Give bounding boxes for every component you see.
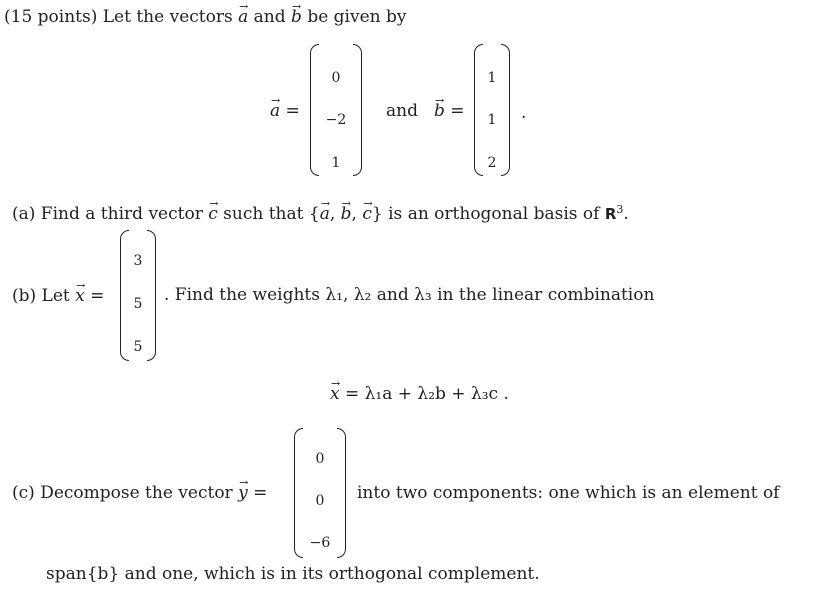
vector-a-entry-1: 0 [331,70,341,86]
linear-combination-equation [330,384,509,404]
part-c-prefix-line [12,483,267,503]
vec-a-equals: = [285,101,300,121]
vec-y-symbol: → y [238,483,248,503]
part-c-prefix: (c) Decompose the vector [12,483,233,503]
part-c-text-next: span{b} and one, which is in its orthogonal complement. [46,564,540,584]
vector-x-matrix [120,230,156,361]
vec-a-name: → a [270,101,280,121]
vector-y-entry-3: −6 [309,535,331,551]
header-text: (15 points) Let the vectors [4,7,233,27]
vec-b-equals: = [450,101,465,121]
vec-c-symbol: → c [208,204,218,224]
part-a-prefix: (a) Find a third vector [12,204,203,224]
vector-x-entry-2: 5 [133,296,143,312]
part-b-text: . Find the weights λ₁, λ₂ and λ₃ in the linear combination [164,285,655,305]
vector-a-matrix [310,44,362,176]
definition-period: . [521,103,527,123]
part-c-equals: = [253,483,268,503]
problem-header [4,7,407,27]
vector-b-entry-2: 1 [487,112,497,128]
part-a-tail: is an orthogonal basis of [388,204,600,224]
real-space-symbol: R [604,205,617,223]
vector-b-entry-3: 2 [487,155,497,171]
part-b-prefix: (b) Let [12,286,70,306]
part-a-end: . [623,204,629,224]
vec-x-symbol: → x [75,286,85,306]
part-b-prefix-line [12,286,104,306]
part-a [12,200,629,224]
vec-b-lhs [434,101,465,121]
equation-rhs: = λ₁a + λ₂b + λ₃c . [345,384,509,404]
vec-a-symbol: → a [238,7,248,27]
vector-a-entry-2: −2 [325,112,347,128]
vector-x-entry-3: 5 [133,339,143,355]
basis-set: {→ a, → b, → c} [309,204,383,224]
vector-b-matrix [474,44,510,176]
header-and: and [253,7,286,27]
vector-y-entry-2: 0 [315,493,325,509]
part-c-text-right: into two components: one which is an element of [357,483,780,503]
vector-x-entry-1: 3 [133,253,143,269]
part-b-equals: = [90,286,105,306]
vec-a-lhs [270,101,300,121]
vec-b-symbol: → b [291,7,302,27]
real-space-power: 3 [616,203,624,216]
vector-b-entry-1: 1 [487,70,497,86]
vector-y-matrix [294,428,346,558]
vector-a-entry-3: 1 [331,155,341,171]
vec-b-name: → b [434,101,445,121]
equation-x: → x [330,384,340,404]
header-tail: be given by [307,7,407,27]
vector-y-entry-1: 0 [315,451,325,467]
part-a-middle: such that [223,204,304,224]
and-between-vectors: and [386,101,418,121]
